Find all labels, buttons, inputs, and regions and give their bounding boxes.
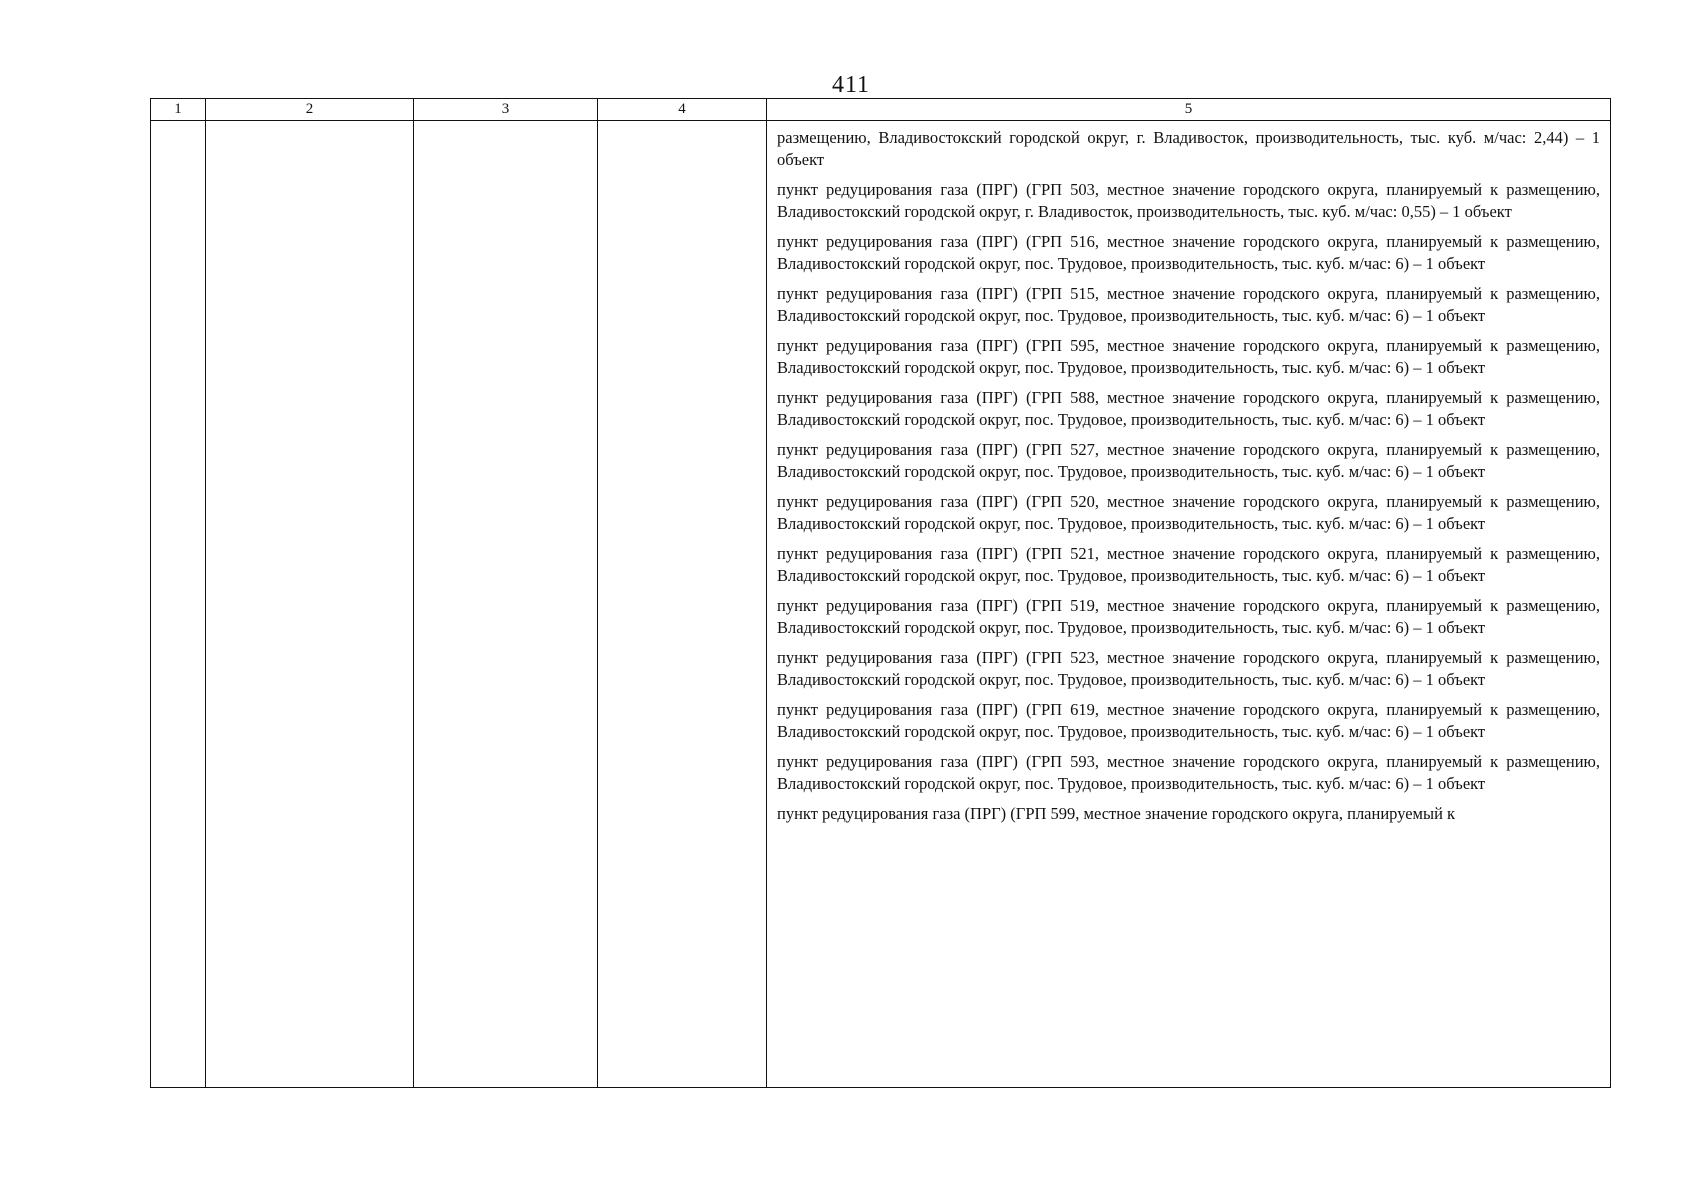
column-4-cell [598,121,767,1088]
page-number-text: 411 [826,72,876,99]
column-header-3: 3 [414,99,598,121]
list-item: пункт редуцирования газа (ПРГ) (ГРП 519, местное значение городского округа, планируемый к размещению, Владивостокский городской округ, пос. Трудовое, производительность, тыс. куб. м/час: 6) – 1 объект [777,596,1600,637]
entries-list [767,121,1610,825]
column-2-cell [206,121,414,1088]
column-header-1: 1 [151,99,206,121]
column-1-cell [151,121,206,1088]
table-row [151,121,1611,1088]
list-item: пункт редуцирования газа (ПРГ) (ГРП 593, местное значение городского округа, планируемый к размещению, Владивостокский городской округ, пос. Трудовое, производительность, тыс. куб. м/час: 6) – 1 объект [777,752,1600,793]
column-header-2: 2 [206,99,414,121]
list-item: пункт редуцирования газа (ПРГ) (ГРП 515, местное значение городского округа, планируемый к размещению, Владивостокский городской округ, пос. Трудовое, производительность, тыс. куб. м/час: 6) – 1 объект [777,284,1600,325]
list-item: пункт редуцирования газа (ПРГ) (ГРП 520, местное значение городского округа, планируемый к размещению, Владивостокский городской округ, пос. Трудовое, производительность, тыс. куб. м/час: 6) – 1 объект [777,492,1600,533]
column-5-cell [767,121,1611,1088]
list-item: пункт редуцирования газа (ПРГ) (ГРП 523, местное значение городского округа, планируемый к размещению, Владивостокский городской округ, пос. Трудовое, производительность, тыс. куб. м/час: 6) – 1 объект [777,648,1600,689]
column-header-4: 4 [598,99,767,121]
list-item: пункт редуцирования газа (ПРГ) (ГРП 595, местное значение городского округа, планируемый к размещению, Владивостокский городской округ, пос. Трудовое, производительность, тыс. куб. м/час: 6) – 1 объект [777,336,1600,377]
list-item: пункт редуцирования газа (ПРГ) (ГРП 619, местное значение городского округа, планируемый к размещению, Владивостокский городской округ, пос. Трудовое, производительность, тыс. куб. м/час: 6) – 1 объект [777,700,1600,741]
column-3-cell [414,121,598,1088]
list-item: пункт редуцирования газа (ПРГ) (ГРП 503, местное значение городского округа, планируемый к размещению, Владивостокский городской округ, г. Владивосток, производительность, тыс. куб. м/час: 0,55) – 1 объект [777,180,1600,221]
list-item: пункт редуцирования газа (ПРГ) (ГРП 599, местное значение городского округа, планируемый к [777,804,1456,823]
list-item: пункт редуцирования газа (ПРГ) (ГРП 521, местное значение городского округа, планируемый к размещению, Владивостокский городской округ, пос. Трудовое, производительность, тыс. куб. м/час: 6) – 1 объект [777,544,1600,585]
column-header-5: 5 [767,99,1611,121]
list-item: пункт редуцирования газа (ПРГ) (ГРП 516, местное значение городского округа, планируемый к размещению, Владивостокский городской округ, пос. Трудовое, производительность, тыс. куб. м/час: 6) – 1 объект [777,232,1600,273]
column-number-row [151,99,1611,121]
list-item: размещению, Владивостокский городской округ, г. Владивосток, производительность, тыс. куб. м/час: 2,44) – 1 объект [777,128,1600,169]
list-item: пункт редуцирования газа (ПРГ) (ГРП 527, местное значение городского округа, планируемый к размещению, Владивостокский городской округ, пос. Трудовое, производительность, тыс. куб. м/час: 6) – 1 объект [777,440,1600,481]
objects-table [150,98,1611,1088]
list-item: пункт редуцирования газа (ПРГ) (ГРП 588, местное значение городского округа, планируемый к размещению, Владивостокский городской округ, пос. Трудовое, производительность, тыс. куб. м/час: 6) – 1 объект [777,388,1600,429]
page-number [0,72,1702,98]
